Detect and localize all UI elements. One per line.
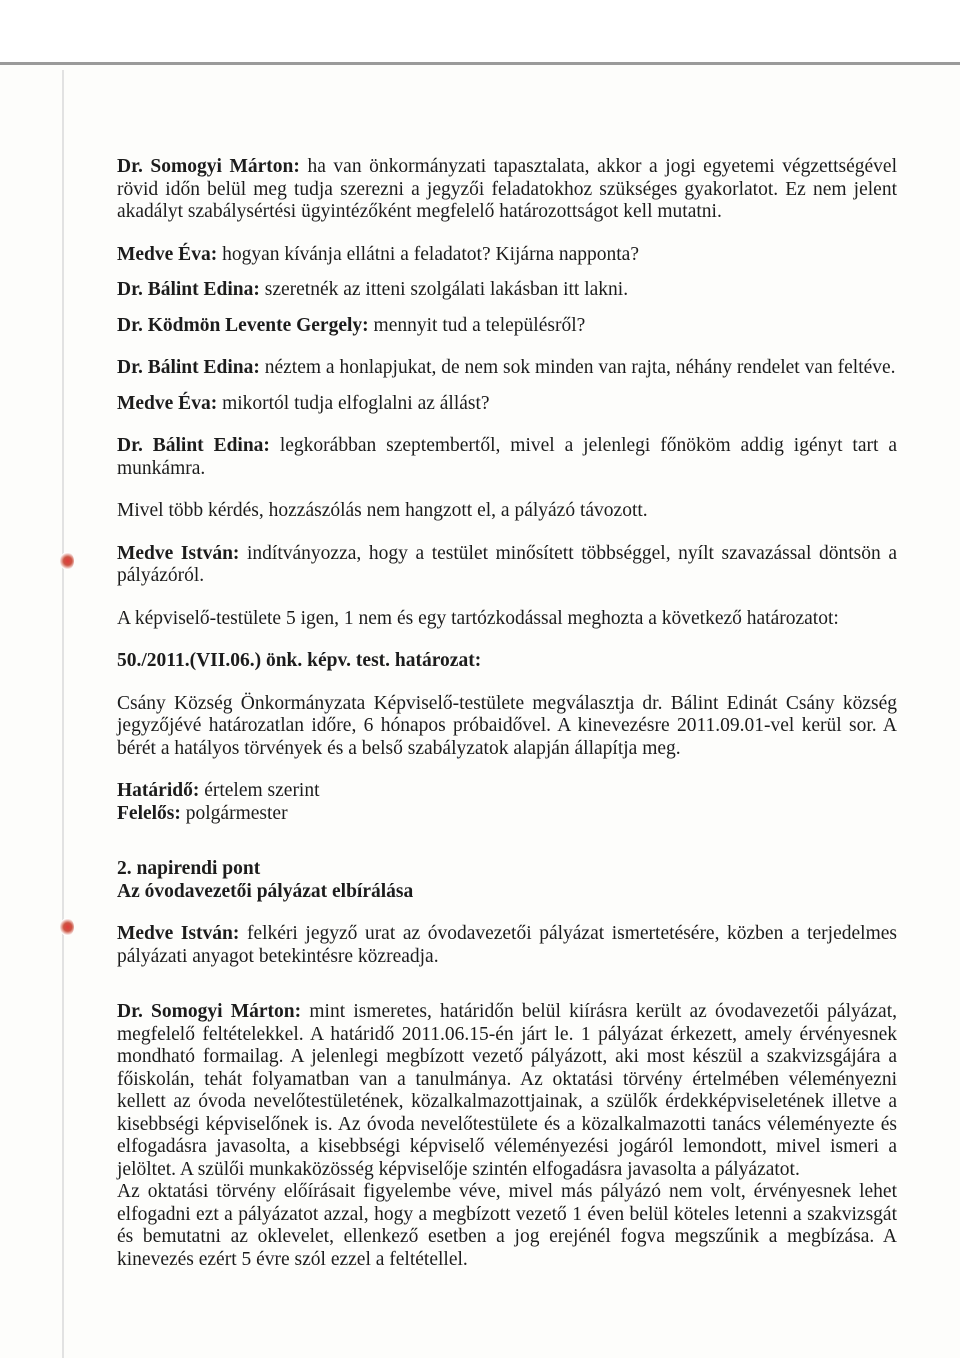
deadline-label: Határidő: [117, 780, 200, 801]
resolution-body: Csány Község Önkormányzata Képviselő-testülete megválasztja dr. Bálint Edinát Csány község jegyzőjévé határozatlan időre, 6 hónapos próbaidővel. A kinevezésre 2011.09.01-vel kerül sor. A bérét a hatályos törvények és a belső szabályzatok alapján állapítja meg. [117, 692, 897, 759]
speaker-name: Dr. Bálint Edina: [117, 435, 270, 456]
paragraph-text: A képviselő-testülete 5 igen, 1 nem és egy tartózkodással meghozta a következő határozatot: [117, 607, 839, 629]
paragraph [117, 608, 897, 631]
speaker-name: Medve Éva: [117, 243, 218, 265]
paragraph-text: ha van önkormányzati tapasztalata, akkor a jogi egyetemi végzettségével rövid időn belül meg tudja szerezni a jegyzői feladatokhoz szükséges gyakorlatot. Ez nem jelent akadályt szabálysértési ügyintézőként megfelelő határozottságot kell mutatni. [117, 156, 897, 222]
paragraph [117, 1181, 897, 1271]
punch-hole-mark [60, 918, 74, 936]
speaker-name: Dr. Bálint Edina: [117, 357, 260, 378]
speaker-name: Medve István: [117, 923, 240, 944]
deadline-value: értelem szerint [199, 780, 320, 801]
paragraph-text: mint ismeretes, határidőn belül kiírásra került az óvodavezetői pályázat, megfelelő feltételekkel. A határidő 2011.06.15-én járt le. 1 pályázat érkezett, amely érvényesnek mondható formailag. A jelenlegi megbízott vezető pályázott, aki most készül a szakvizsgájára a főiskolán, tehát folyamatban van a tanulmánya. Az oktatási törvény értelmében véleményezni kellett az óvoda nevelőtestületének, közalkalmazottjainak, a szülők érdekképviseletének illetve a kisebbségi képviselőnek is. Az óvoda nevelőtestülete és a közalkalmazotti tanács véleményezte és elfogadásra javasolta, a kisebbségi képviselő véleményezési jogáról lemondott, mivel ismeri a jelöltet. A szülői munkaközösség képviselője szintén elfogadásra javasolta a pályázatot. [117, 1001, 897, 1180]
paragraph [117, 156, 897, 224]
paragraph-text: szeretnék az itteni szolgálati lakásban itt lakni. [259, 279, 629, 300]
responsible-line [117, 803, 897, 826]
responsible-value: polgármester [180, 802, 288, 824]
paragraph [117, 244, 897, 267]
paragraph-text: hogyan kívánja ellátni a feladatot? Kijárna napponta? [217, 243, 639, 265]
paragraph-text: felkéri jegyző urat az óvodavezetői pályázat ismertetésére, közben a terjedelmes pályázati anyagot betekintésre közreadja. [117, 923, 897, 967]
paragraph [117, 279, 897, 302]
paragraph [117, 923, 897, 968]
page-margin-line [62, 70, 64, 1358]
punch-hole-mark [60, 552, 74, 570]
speaker-name: Medve Éva: [117, 392, 218, 414]
scan-edge-line [0, 62, 960, 65]
paragraph [117, 315, 897, 338]
scan-top-band [0, 0, 960, 62]
agenda-title: Az óvodavezetői pályázat elbírálása [117, 880, 414, 902]
paragraph [117, 357, 897, 380]
speaker-name: Dr. Somogyi Márton: [117, 156, 300, 177]
paragraph [117, 1001, 897, 1181]
paragraph-text: indítványozza, hogy a testület minősített többséggel, nyílt szavazással döntsön a pályázóról. [117, 542, 897, 586]
paragraph [117, 543, 897, 588]
paragraph-text: legkorábban szeptembertől, mivel a jelenlegi főnököm addig igényt tart a munkámra. [117, 435, 897, 479]
agenda-number: 2. napirendi pont [117, 858, 261, 879]
document-body [117, 156, 897, 1271]
paragraph-text: Mivel több kérdés, hozzászólás nem hangzott el, a pályázó távozott. [117, 500, 648, 521]
resolution-title: 50./2011.(VII.06.) önk. képv. test. határozat: [117, 650, 482, 671]
paragraph-text: Az oktatási törvény előírásait figyelembe véve, mivel más pályázó nem volt, érvényesnek lehet elfogadni ezt a pályázatot azzal, hogy a megbízott vezető 1 éven belül köteles letenni a szakvizsgát és bemutatni az oklevelet, ellenkező esetben a jog erejénél fogva megszűnik a megbízása. A kinevezés ezért 5 évre szól ezzel a feltétellel. [117, 1181, 897, 1270]
paragraph-text: mennyit tud a településről? [368, 314, 586, 336]
paragraph-text: néztem a honlapjukat, de nem sok minden van rajta, néhány rendelet van feltéve. [259, 357, 896, 378]
speaker-name: Dr. Bálint Edina: [117, 279, 260, 300]
paragraph [117, 393, 897, 416]
deadline-line [117, 780, 897, 803]
paragraph [117, 500, 897, 523]
responsible-label: Felelős: [117, 802, 181, 824]
paragraph [117, 435, 897, 480]
speaker-name: Medve István: [117, 542, 240, 564]
speaker-name: Dr. Ködmön Levente Gergely: [117, 314, 369, 336]
speaker-name: Dr. Somogyi Márton: [117, 1001, 302, 1022]
paragraph-text: mikortól tudja elfoglalni az állást? [217, 392, 490, 414]
